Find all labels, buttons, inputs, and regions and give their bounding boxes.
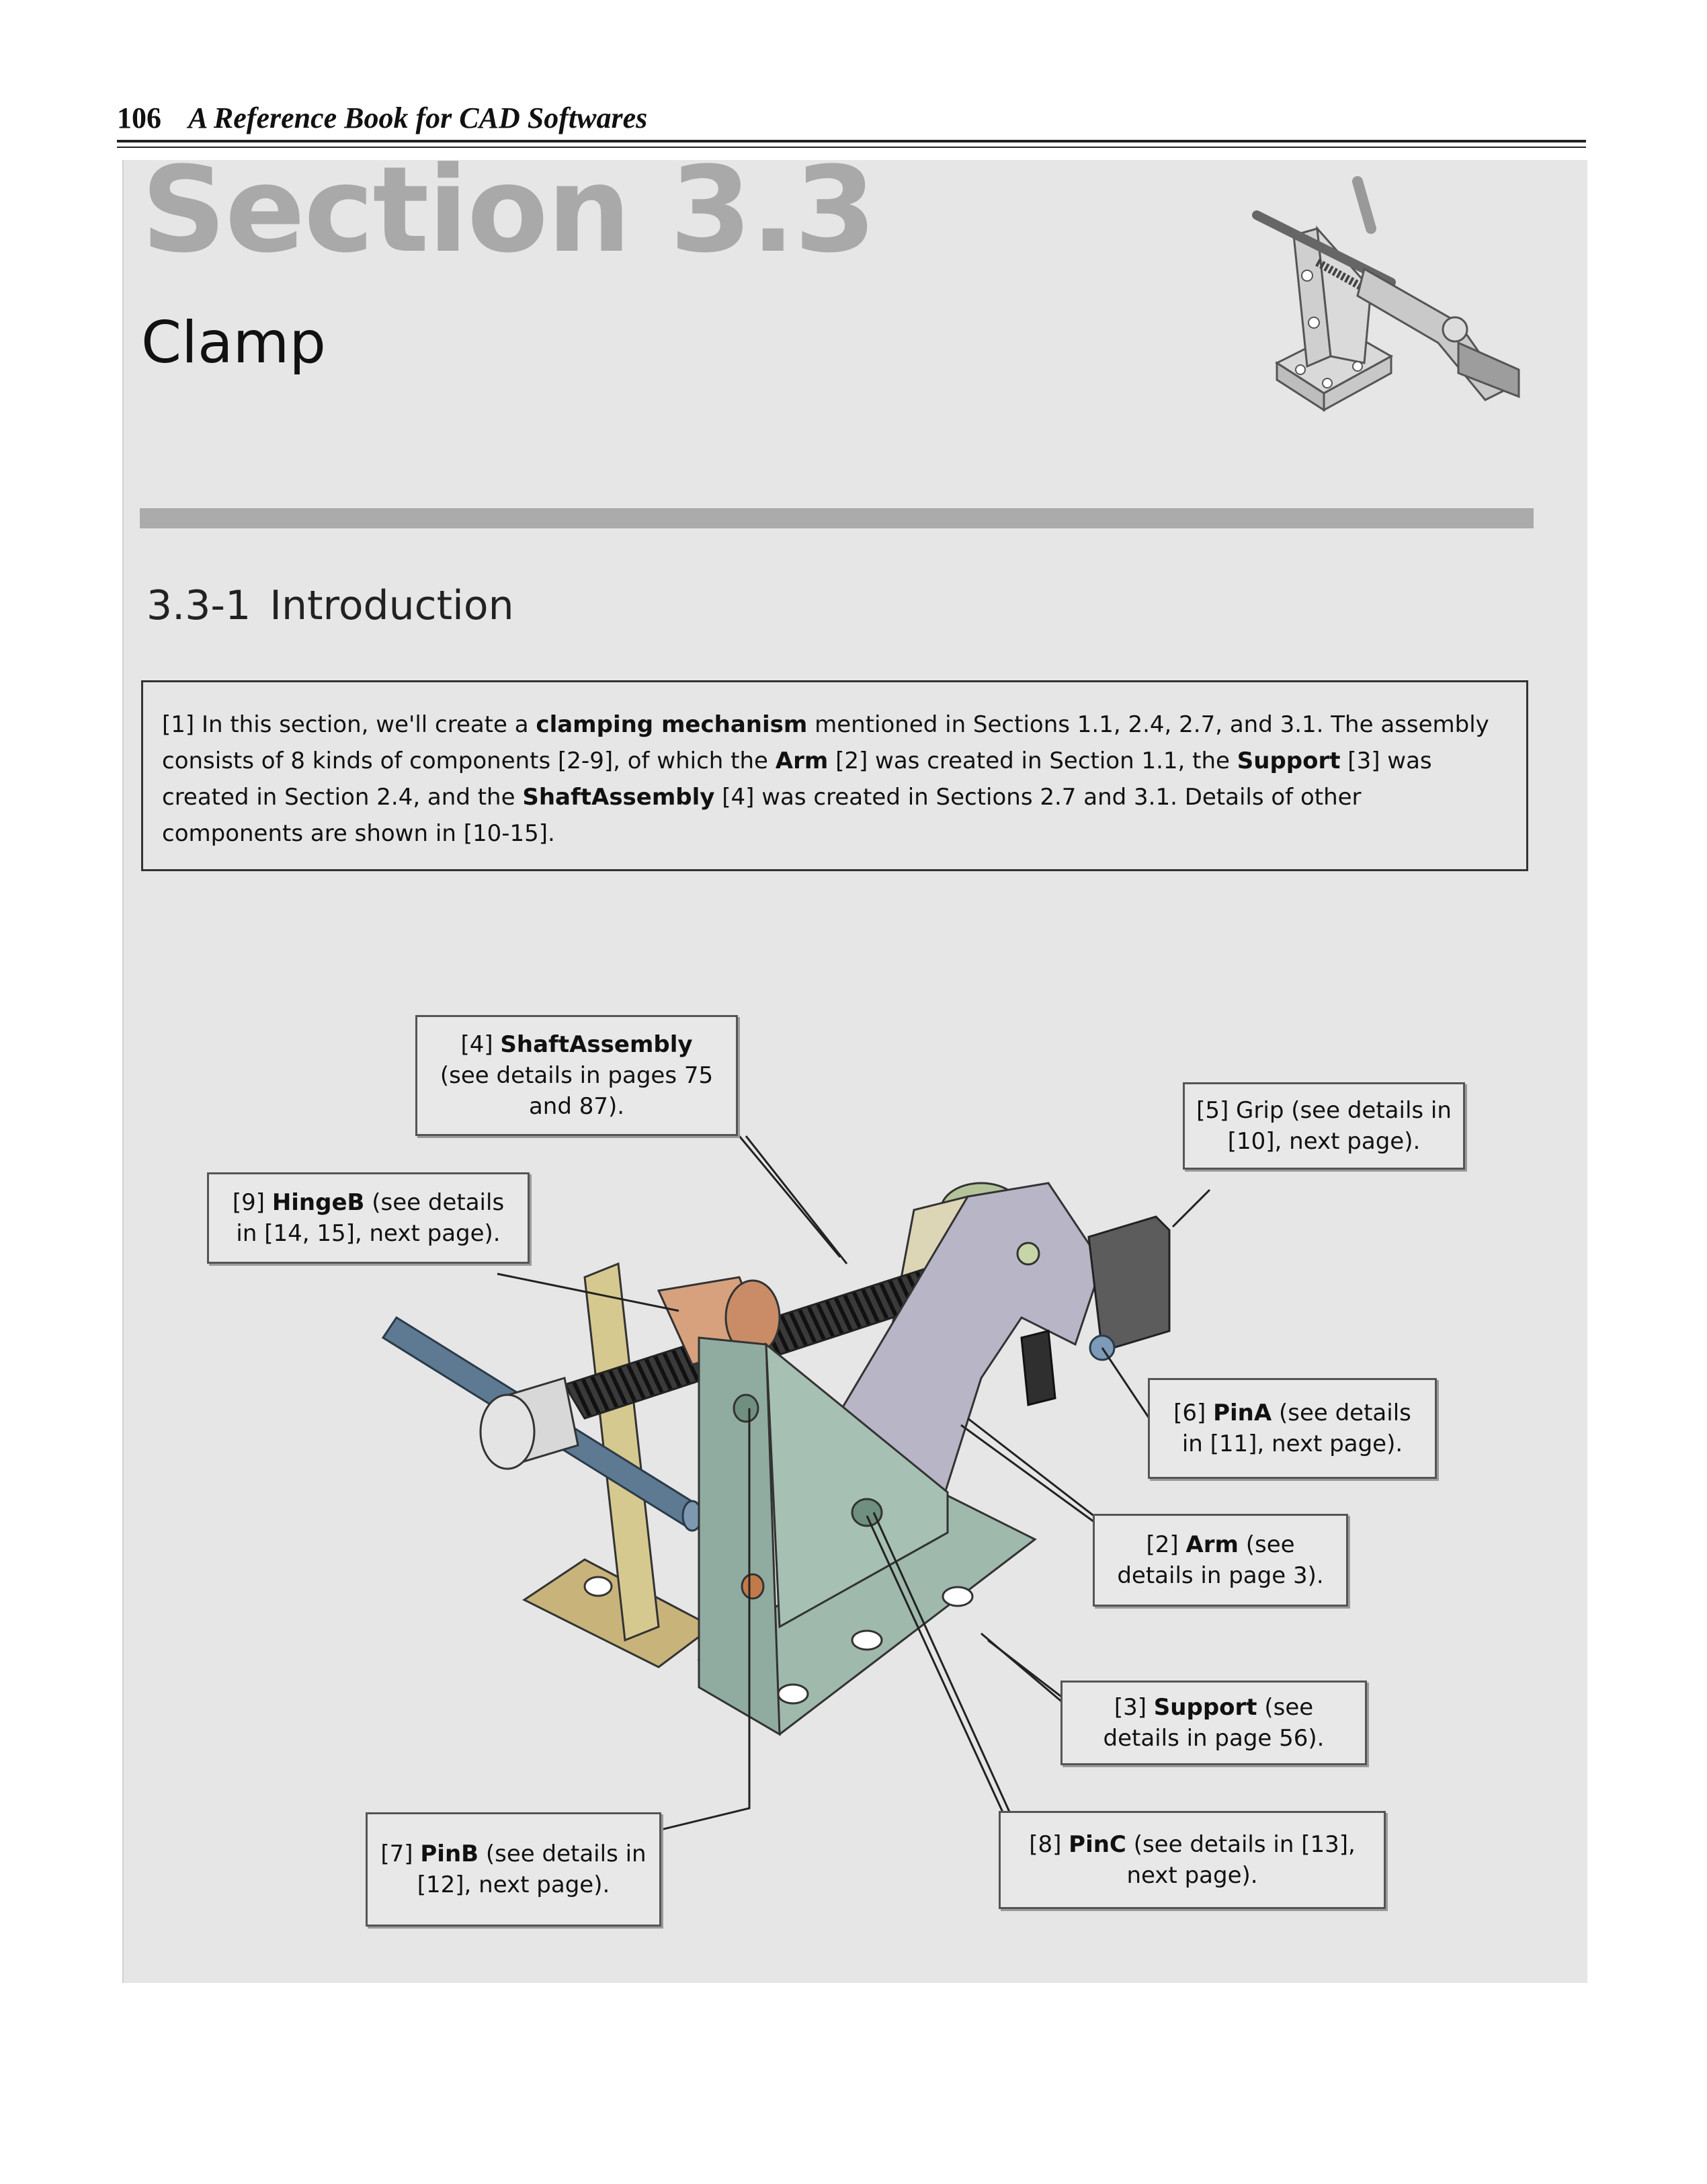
intro-text: [3] was created in Section 2.4, and the xyxy=(162,747,1432,811)
callout-pinc xyxy=(999,1811,1386,1909)
intro-bold-shaftassembly: ShaftAssembly xyxy=(522,784,715,811)
callout-text: in [14, 15], next page). xyxy=(236,1220,501,1247)
callout-number: [4] xyxy=(460,1031,501,1058)
callout-shaftassembly xyxy=(415,1015,738,1136)
callout-part-name: PinC xyxy=(1069,1831,1126,1858)
callout-text: details in page 3). xyxy=(1117,1562,1324,1589)
callout-part-name: Support xyxy=(1153,1694,1257,1721)
callout-number: [7] xyxy=(380,1841,421,1867)
callout-arm xyxy=(1093,1514,1348,1607)
subsection-number: 3.3-1 xyxy=(147,582,251,629)
callout-text: (see details in xyxy=(478,1841,647,1867)
callout-text: (see details in [13], xyxy=(1126,1831,1356,1858)
intro-bold-clamping: clamping mechanism xyxy=(536,711,808,738)
callout-text: details in page 56). xyxy=(1103,1725,1325,1752)
intro-bold-arm: Arm xyxy=(775,747,829,774)
callout-text: next page). xyxy=(1126,1862,1258,1889)
callout-part-name: ShaftAssembly xyxy=(500,1031,693,1058)
callout-part-name: PinA xyxy=(1213,1400,1272,1426)
callout-text: [5] Grip (see details in xyxy=(1196,1097,1452,1124)
callout-text: and 87). xyxy=(528,1093,625,1120)
callout-grip xyxy=(1183,1082,1465,1170)
page-number: 106 xyxy=(117,102,161,134)
callout-text: (see xyxy=(1238,1531,1295,1558)
callout-part-name: Arm xyxy=(1185,1531,1239,1558)
callout-number: [6] xyxy=(1173,1400,1214,1426)
callout-pina xyxy=(1148,1378,1437,1479)
callout-text: (see xyxy=(1257,1694,1314,1721)
intro-bold-support: Support xyxy=(1237,747,1341,774)
callout-text: (see details in pages 75 xyxy=(440,1062,714,1089)
callout-part-name: PinB xyxy=(420,1841,479,1867)
intro-text: [2] was created in Section 1.1, the xyxy=(828,747,1237,774)
intro-text: [4] was created in Sections 2.7 and 3.1. Details of other components are shown in [10-15]. xyxy=(162,784,1362,847)
callout-number: [9] xyxy=(232,1189,272,1216)
callout-text: (see details xyxy=(1272,1400,1411,1426)
callout-text: (see details xyxy=(364,1189,505,1216)
intro-text: [1] In this section, we'll create a xyxy=(162,711,536,738)
callout-part-name: HingeB xyxy=(272,1189,365,1216)
callout-number: [3] xyxy=(1114,1694,1154,1721)
book-title: A Reference Book for CAD Softwares xyxy=(188,102,648,134)
subsection-title: Introduction xyxy=(269,582,514,629)
callout-number: [8] xyxy=(1029,1831,1069,1858)
callout-support xyxy=(1060,1681,1367,1765)
callout-text: in [11], next page). xyxy=(1181,1430,1403,1457)
callout-number: [2] xyxy=(1146,1531,1186,1558)
callout-text: [12], next page). xyxy=(417,1871,610,1898)
callout-pinb xyxy=(366,1812,661,1927)
callout-hingeb xyxy=(207,1172,530,1264)
section-title: Clamp xyxy=(141,309,327,376)
callout-text: [10], next page). xyxy=(1227,1128,1421,1155)
section-number: Section 3.3 xyxy=(141,141,876,279)
intro-text: mentioned in Sections 1.1, 2.4, 2.7, and 3.1. The assembly consists of 8 kinds of components [2-9], of which the xyxy=(162,711,1489,774)
